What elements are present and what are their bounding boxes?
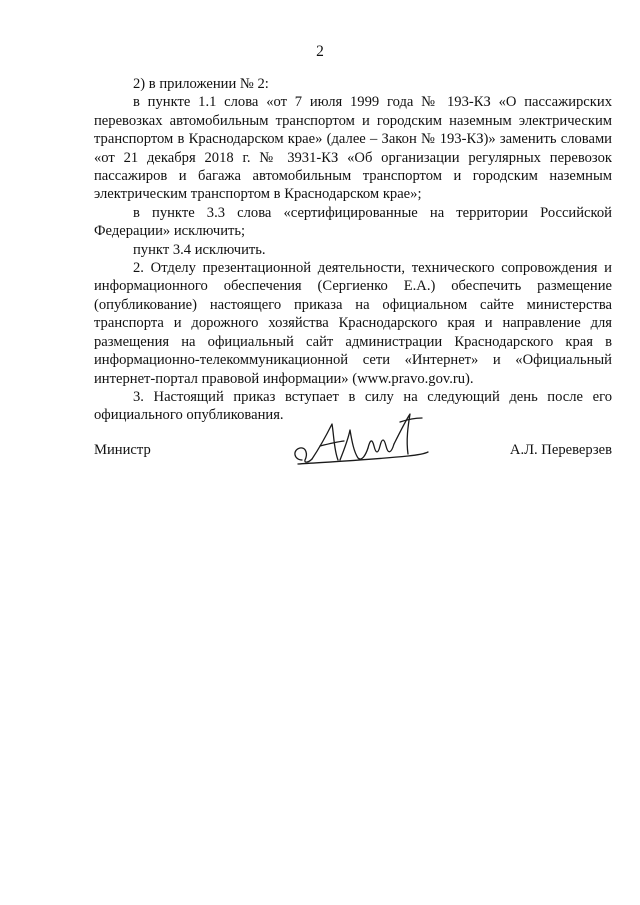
paragraph-clause-1-1: в пункте 1.1 слова «от 7 июля 1999 года № 193-КЗ «О пассажирских перевозках автомобильным транспортом и городским наземным электрическим транспортом в Краснодарском крае» (далее – Закон № 193-КЗ)» заменить словами «от 21 декабря 2018 г. № 3931-КЗ «Об организации регулярных перевозок пассажиров и багажа автомобильным транспортом и городским наземным электрическим транспортом в Краснодарском крае»; xyxy=(94,94,612,203)
signatory-position: Министр xyxy=(94,442,151,458)
paragraph-clause-3-4: пункт 3.4 исключить. xyxy=(133,241,266,258)
paragraph-item-2-publication: 2. Отделу презентационной деятельности, технического сопровождения и информационного обеспечения (Сергиенко Е.А.) обеспечить размещение (опубликование) настоящего приказа на официальном сайте министерства транспорта и дорожного хозяйства Краснодарского края и направление для размещения на официальный сайт администрации Краснодарского края в информационно-телекоммуникационной сети «Интернет» и «Официальный интернет-портал правовой информации» (www.pravo.gov.ru). xyxy=(94,260,612,387)
signature-block xyxy=(94,410,612,480)
paragraph-appendix-2: 2) в приложении № 2: xyxy=(133,76,269,92)
page-number: 2 xyxy=(316,43,324,60)
document-body xyxy=(94,75,612,425)
handwritten-signature xyxy=(288,410,438,472)
signatory-name: А.Л. Переверзев xyxy=(509,442,612,458)
paragraph-clause-3-3: в пункте 3.3 слова «сертифицированные на территории Российской Федерации» исключить; xyxy=(94,204,612,240)
paragraph-item-3-effective: 3. Настоящий приказ вступает в силу на следующий день после его официального опубликования. xyxy=(94,388,612,424)
